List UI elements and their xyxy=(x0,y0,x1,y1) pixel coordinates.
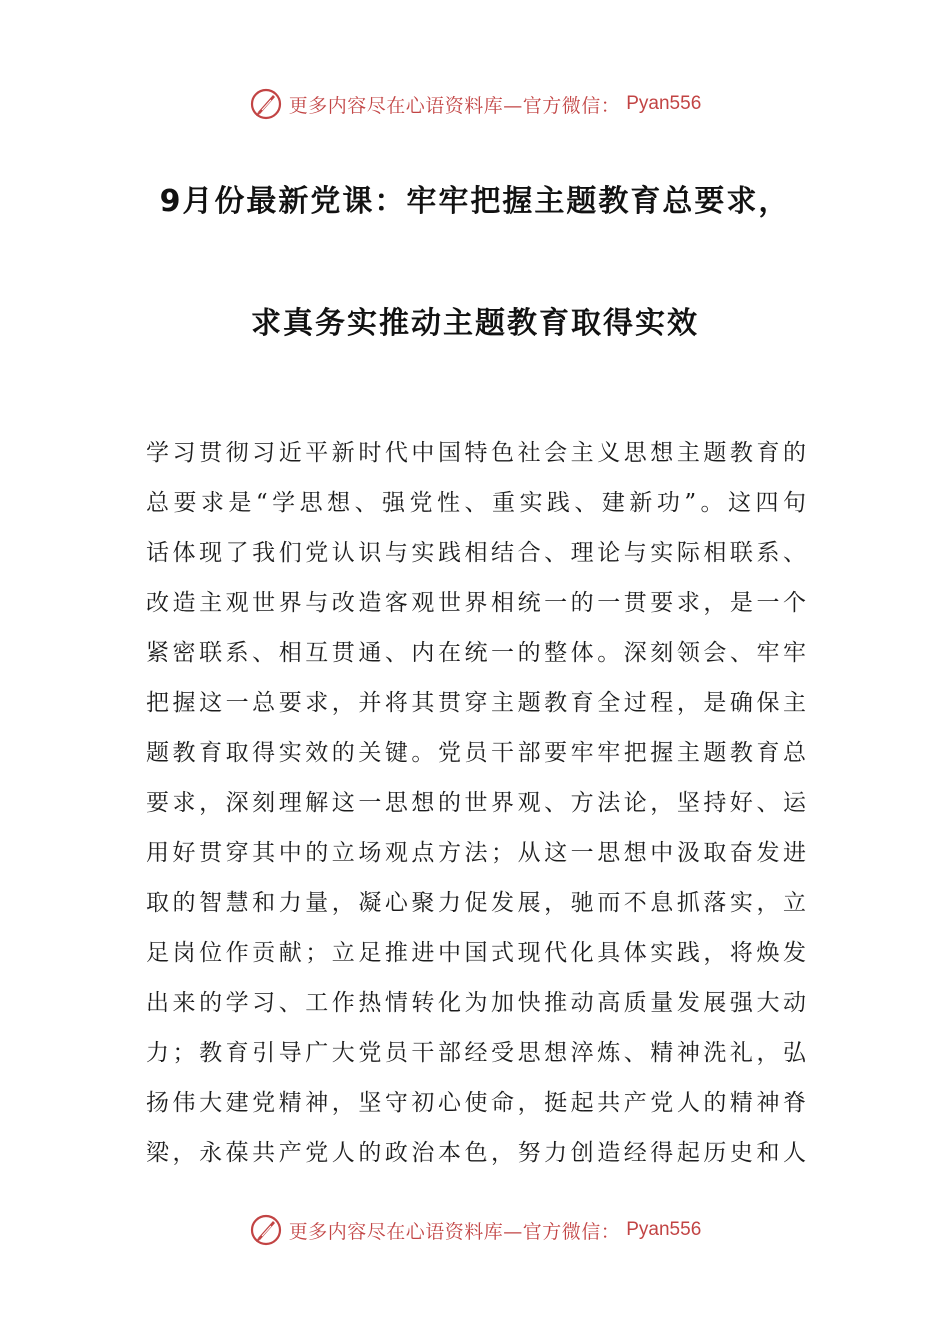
body-line: 紧密联系、相互贯通、内在统一的整体。深刻领会、牢牢 xyxy=(146,640,806,666)
page-title-line-2: 求真务实推动主题教育取得实效 xyxy=(251,306,699,341)
quill-pen-logo-icon xyxy=(249,1213,283,1247)
quill-pen-logo-icon xyxy=(249,87,283,121)
banner-text: 更多内容尽在心语资料库—官方微信： xyxy=(288,94,621,117)
body-line: 学习贯彻习近平新时代中国特色社会主义思想主题教育的 xyxy=(146,440,806,466)
body-line: 要求，深刻理解这一思想的世界观、方法论，坚持好、运 xyxy=(146,790,806,816)
body-line: 足岗位作贡献；立足推进中国式现代化具体实践，将焕发 xyxy=(146,940,806,966)
wechat-id: Pyan556 xyxy=(626,1219,702,1240)
footer-banner xyxy=(0,1210,950,1250)
body-paragraph xyxy=(146,428,806,1178)
body-line: 改造主观世界与改造客观世界相统一的一贯要求，是一个 xyxy=(146,590,806,616)
banner-text: 更多内容尽在心语资料库—官方微信： xyxy=(288,1220,621,1243)
body-line: 力；教育引导广大党员干部经受思想淬炼、精神洗礼，弘 xyxy=(146,1040,806,1066)
body-line: 话体现了我们党认识与实践相结合、理论与实际相联系、 xyxy=(146,540,806,566)
body-line: 把握这一总要求，并将其贯穿主题教育全过程，是确保主 xyxy=(146,690,806,716)
body-line: 梁，永葆共产党人的政治本色，努力创造经得起历史和人 xyxy=(146,1140,806,1166)
page-title-line-1: 9月份最新党课：牢牢把握主题教育总要求， xyxy=(159,184,791,219)
body-line: 扬伟大建党精神，坚守初心使命，挺起共产党人的精神脊 xyxy=(146,1090,806,1116)
header-banner xyxy=(0,84,950,124)
body-line: 用好贯穿其中的立场观点方法；从这一思想中汲取奋发进 xyxy=(146,840,806,866)
body-line: 出来的学习、工作热情转化为加快推动高质量发展强大动 xyxy=(146,990,806,1016)
body-line: 取的智慧和力量，凝心聚力促发展，驰而不息抓落实，立 xyxy=(146,890,806,916)
wechat-id: Pyan556 xyxy=(626,93,702,114)
body-line: 总要求是“学思想、强党性、重实践、建新功”。这四句 xyxy=(146,490,806,516)
body-line: 题教育取得实效的关键。党员干部要牢牢把握主题教育总 xyxy=(146,740,806,766)
